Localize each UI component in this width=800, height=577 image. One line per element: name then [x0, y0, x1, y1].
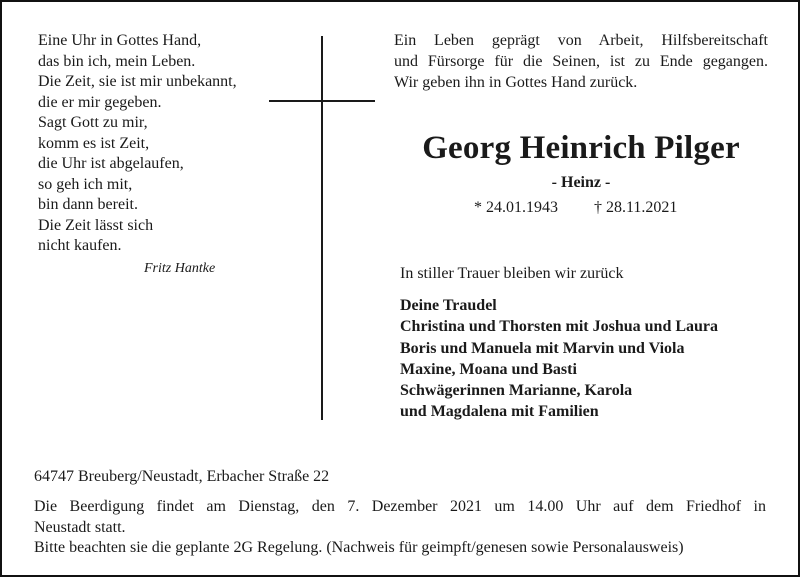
- mourner-line: Schwägerinnen Marianne, Karola: [400, 382, 633, 400]
- funeral-line: Die Beerdigung findet am Dienstag, den 7. Dezember 2021 um 14.00 Uhr auf dem Friedhof in: [34, 498, 766, 515]
- funeral-line: Bitte beachten sie die geplante 2G Regelung. (Nachweis für geimpft/genesen sowie Personalausweis): [34, 539, 684, 556]
- poem-line: komm es ist Zeit,: [38, 134, 150, 152]
- poem-line: die er mir gegeben.: [38, 93, 162, 111]
- mourner-line: Deine Traudel: [400, 297, 497, 314]
- deceased-nickname: - Heinz -: [551, 174, 611, 191]
- mourner-line: und Magdalena mit Familien: [400, 403, 599, 421]
- poem-line: Eine Uhr in Gottes Hand,: [38, 32, 202, 49]
- deceased-name: Georg Heinrich Pilger: [422, 130, 740, 166]
- mourner-line: Christina und Thorsten mit Joshua und Laura: [400, 318, 719, 336]
- mourning-lead: In stiller Trauer bleiben wir zurück: [400, 265, 624, 282]
- poem-line: Die Zeit lässt sich: [38, 216, 154, 234]
- mourners-list: [400, 295, 780, 423]
- intro-line: Wir geben ihn in Gottes Hand zurück.: [394, 74, 638, 91]
- mourner-line: Maxine, Moana und Basti: [400, 360, 577, 378]
- mourner-line: Boris und Manuela mit Marvin und Viola: [400, 339, 685, 357]
- poem-line: die Uhr ist abgelaufen,: [38, 155, 184, 172]
- funeral-notice: [34, 497, 766, 559]
- cross-vertical-bar: [321, 36, 323, 420]
- poem-line: so geh ich mit,: [38, 175, 133, 193]
- poem-author: Fritz Hantke: [144, 260, 216, 276]
- address: 64747 Breuberg/Neustadt, Erbacher Straße 22: [34, 468, 330, 485]
- funeral-line: Neustadt statt.: [34, 518, 126, 536]
- death-date: † 28.11.2021: [594, 199, 678, 216]
- poem-line: bin dann bereit.: [38, 196, 138, 213]
- poem: [38, 31, 258, 279]
- intro-line: Ein Leben geprägt von Arbeit, Hilfsbereitschaft: [394, 32, 768, 49]
- cross-horizontal-bar: [269, 100, 375, 102]
- birth-date: * 24.01.1943: [474, 199, 558, 216]
- intro-line: und Fürsorge für die Seinen, ist zu Ende gegangen.: [394, 53, 768, 70]
- poem-line: Sagt Gott zu mir,: [38, 114, 148, 131]
- poem-line: das bin ich, mein Leben.: [38, 52, 196, 70]
- intro-text: [394, 30, 768, 93]
- poem-line: nicht kaufen.: [38, 237, 122, 254]
- poem-line: Die Zeit, sie ist mir unbekannt,: [38, 73, 237, 90]
